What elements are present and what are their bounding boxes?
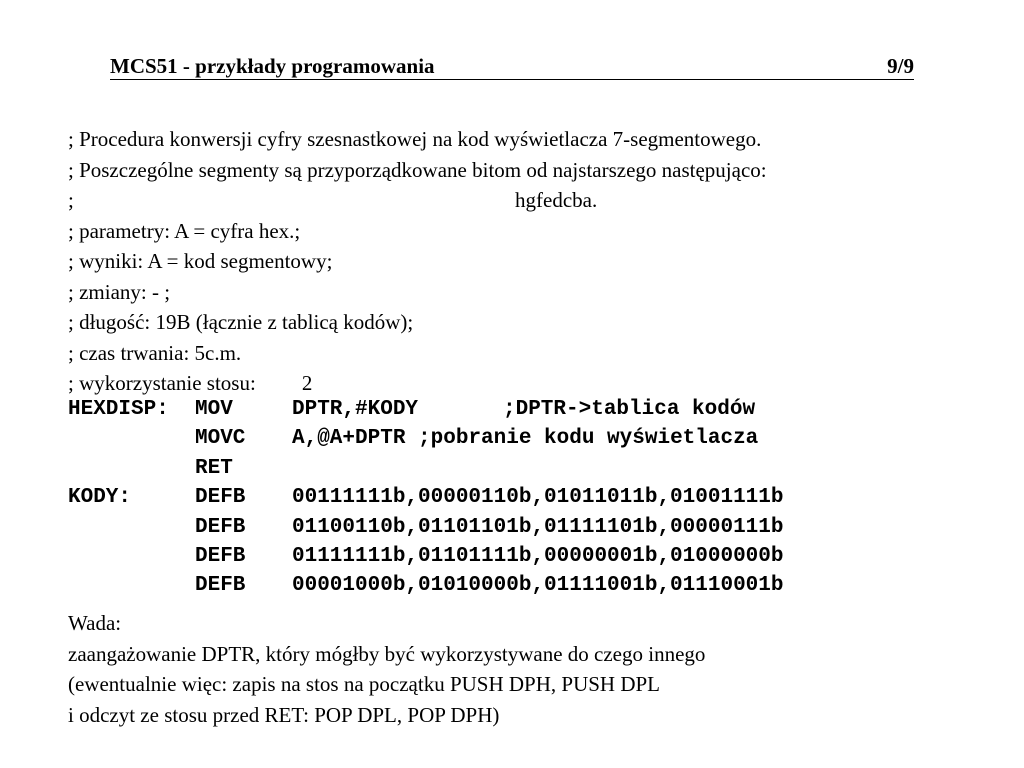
code-label: KODY: bbox=[68, 486, 132, 510]
code-line bbox=[68, 571, 783, 600]
code-line bbox=[68, 424, 783, 453]
code-comment: ;DPTR->tablica kodów bbox=[503, 398, 756, 421]
code-line bbox=[68, 513, 783, 542]
code-opcode: DEFB bbox=[195, 515, 246, 539]
comment-line bbox=[68, 185, 767, 216]
drawback-line: zaangażowanie DPTR, który mógłby być wykorzystywane do czego innego bbox=[68, 641, 706, 666]
comment-block bbox=[68, 124, 767, 399]
code-operand: 01111111b,01101111b,00000001b,01000000b bbox=[292, 544, 784, 568]
code-opcode: DEFB bbox=[195, 544, 246, 568]
code-label bbox=[68, 513, 195, 542]
code-label: HEXDISP: bbox=[68, 398, 169, 421]
comment-line: ; parametry: A = cyfra hex.; bbox=[68, 218, 301, 243]
drawback-heading: Wada: bbox=[68, 611, 122, 635]
comment-line: ; wyniki: A = kod segmentowy; bbox=[68, 249, 333, 273]
code-operand: 00111111b,00000110b,01011011b,01001111b bbox=[292, 486, 784, 510]
drawback-line: (ewentualnie więc: zapis na stos na początku PUSH DPH, PUSH DPL bbox=[68, 672, 660, 696]
comment-line: ; czas trwania: 5c.m. bbox=[68, 340, 242, 365]
comment-line: ; zmiany: - ; bbox=[68, 279, 171, 304]
comment-line: ; długość: 19B (łącznie z tablicą kodów); bbox=[68, 310, 414, 334]
stack-usage-label: ; wykorzystanie stosu: bbox=[68, 371, 256, 395]
code-label bbox=[68, 542, 195, 571]
code-label bbox=[68, 454, 195, 483]
comment-line bbox=[68, 368, 767, 399]
code-line bbox=[68, 483, 783, 512]
comment-line: ; Poszczególne segmenty są przyporządkowane bitom od najstarszego następująco: bbox=[68, 157, 767, 182]
comment-semicolon: ; bbox=[68, 188, 74, 212]
code-operand: A,@A+DPTR bbox=[292, 427, 406, 451]
code-line bbox=[68, 542, 783, 571]
code-opcode: DEFB bbox=[195, 574, 246, 598]
slide-header bbox=[110, 53, 914, 80]
stack-usage-value: 2 bbox=[301, 371, 313, 395]
code-label bbox=[68, 571, 195, 600]
drawback-note bbox=[68, 608, 705, 730]
code-line bbox=[68, 454, 783, 483]
drawback-line: i odczyt ze stosu przed RET: POP DPL, POP DPH) bbox=[68, 702, 500, 727]
comment-line: ; Procedura konwersji cyfry szesnastkowej na kod wyświetlacza 7-segmentowego. bbox=[68, 127, 762, 151]
code-operand: 00001000b,01010000b,01111001b,01110001b bbox=[292, 574, 784, 598]
code-opcode: RET bbox=[195, 456, 233, 480]
code-opcode: MOV bbox=[195, 398, 233, 421]
segment-order: hgfedcba. bbox=[515, 188, 598, 212]
slide-title: MCS51 - przykłady programowania bbox=[110, 54, 435, 78]
code-opcode: MOVC bbox=[195, 427, 246, 451]
page-number: 9/9 bbox=[887, 54, 914, 78]
code-opcode: DEFB bbox=[195, 486, 246, 510]
code-line bbox=[68, 395, 783, 424]
code-comment bbox=[405, 424, 758, 453]
code-operand: DPTR,#KODY bbox=[292, 398, 419, 421]
code-block bbox=[68, 395, 783, 601]
code-operand: 01100110b,01101101b,01111101b,00000111b bbox=[292, 515, 784, 539]
code-label bbox=[68, 424, 195, 453]
code-comment-text: ;pobranie kodu wyświetlacza bbox=[418, 427, 759, 451]
